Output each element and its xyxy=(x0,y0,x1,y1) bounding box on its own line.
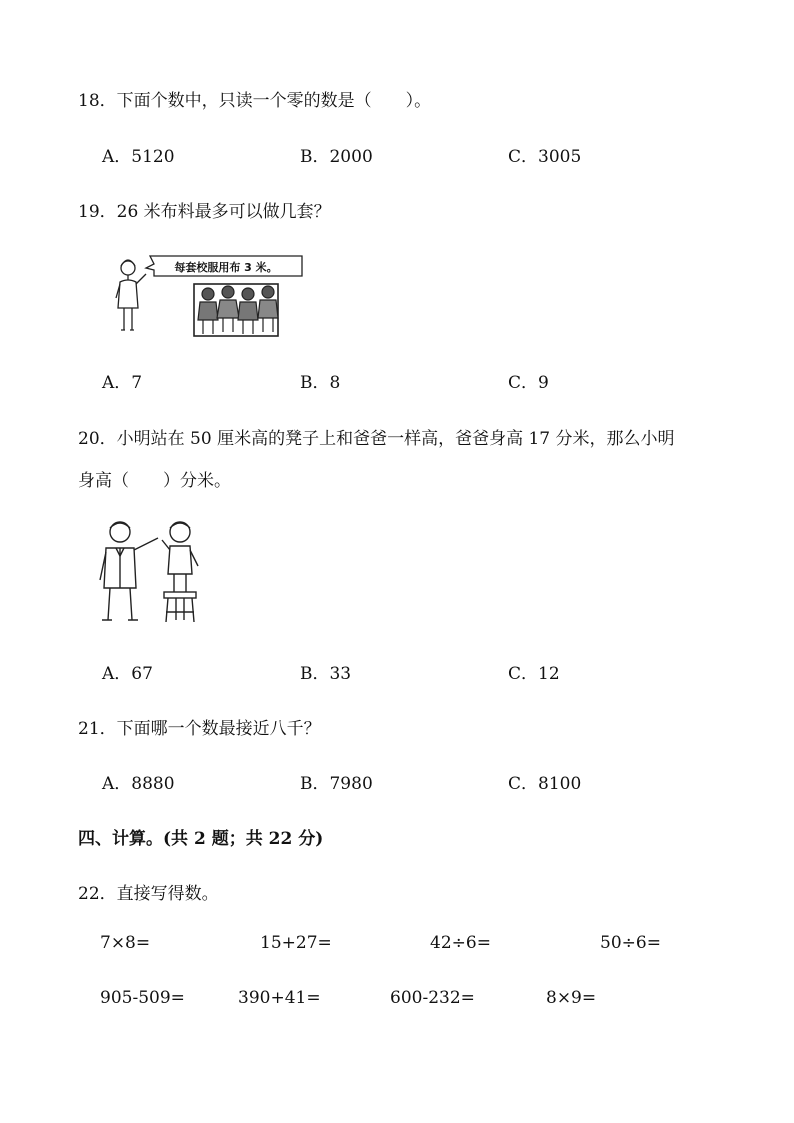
calc-item: 390+41= xyxy=(238,988,321,1008)
q20-option-b[interactable]: B．33 xyxy=(300,664,352,684)
calc-item: 600-232= xyxy=(390,988,475,1008)
teacher-figure xyxy=(116,260,146,330)
question-20-stem-line2: 身高（ ）分米。 xyxy=(78,471,231,491)
q21-option-c[interactable]: C．8100 xyxy=(508,774,582,794)
calc-item: 50÷6= xyxy=(600,933,661,953)
father-figure xyxy=(100,522,158,620)
q20-illustration xyxy=(96,516,212,628)
q18-option-a[interactable]: A．5120 xyxy=(102,147,175,167)
question-19-stem: 19．26 米布料最多可以做几套？ xyxy=(78,202,331,222)
calc-item: 905-509= xyxy=(100,988,185,1008)
q18-option-b[interactable]: B．2000 xyxy=(300,147,373,167)
q20-option-a[interactable]: A．67 xyxy=(102,664,153,684)
stool xyxy=(164,592,196,622)
q19-illustration xyxy=(108,246,308,342)
q19-option-b[interactable]: B．8 xyxy=(300,373,341,393)
q21-option-b[interactable]: B．7980 xyxy=(300,774,373,794)
question-21-stem: 21．下面哪一个数最接近八千？ xyxy=(78,719,321,739)
question-20-stem-line1: 20．小明站在 50 厘米高的凳子上和爸爸一样高，爸爸身高 17 分米，那么小明 xyxy=(78,429,675,449)
question-18-stem: 18．下面个数中，只读一个零的数是（ ）。 xyxy=(78,91,432,111)
calc-item: 15+27= xyxy=(260,933,332,953)
calc-item: 8×9= xyxy=(546,988,597,1008)
q19-option-a[interactable]: A．7 xyxy=(102,373,143,393)
q20-option-c[interactable]: C．12 xyxy=(508,664,560,684)
q19-option-c[interactable]: C．9 xyxy=(508,373,549,393)
xiaoming-figure xyxy=(162,522,198,592)
section-4-title: 四、计算。(共 2 题；共 22 分) xyxy=(78,829,324,849)
calc-item: 42÷6= xyxy=(430,933,491,953)
q21-option-a[interactable]: A．8880 xyxy=(102,774,175,794)
question-22-stem: 22．直接写得数。 xyxy=(78,884,219,904)
q18-option-c[interactable]: C．3005 xyxy=(508,147,582,167)
students-group xyxy=(194,284,278,336)
calc-item: 7×8= xyxy=(100,933,151,953)
speech-text: 每套校服用布 3 米。 xyxy=(174,261,278,274)
